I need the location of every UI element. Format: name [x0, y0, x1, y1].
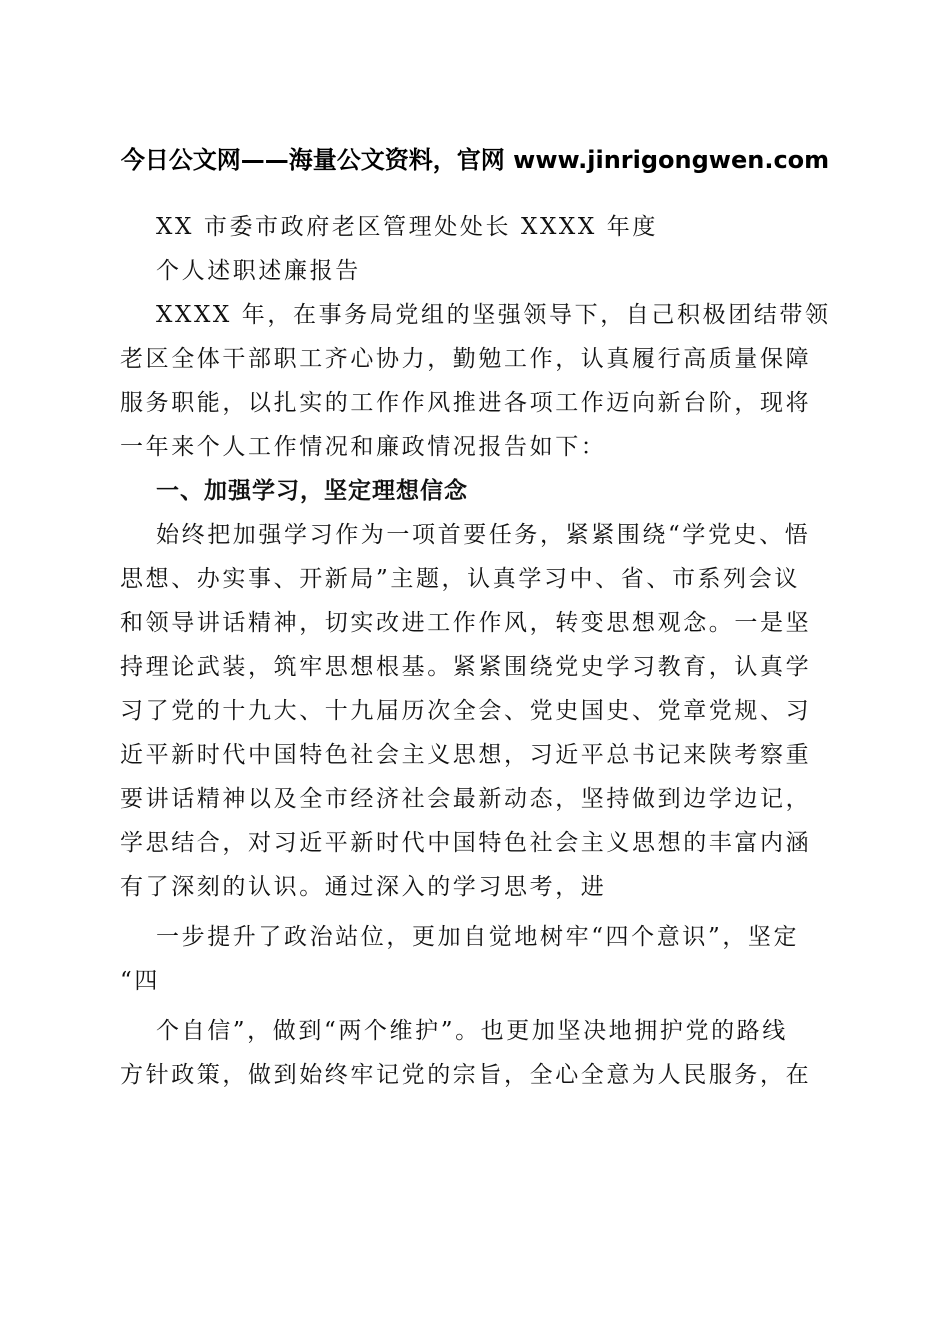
section-1-line: 习了党的十九大、十九届历次全会、党史国史、党章党规、习: [120, 698, 812, 724]
section-1-line: 和领导讲话精神，切实改进工作作风，转变思想观念。一是坚: [120, 610, 812, 636]
document-title-line-1: XX 市委市政府老区管理处处长 XXXX 年度: [156, 214, 658, 240]
section-1-line: 思想、办实事、开新局”主题，认真学习中、省、市系列会议: [120, 566, 800, 592]
intro-line: 服务职能，以扎实的工作作风推进各项工作迈向新台阶，现将: [120, 390, 812, 416]
section-1-heading: 一、加强学习，坚定理想信念: [156, 478, 468, 504]
section-1-line: 学思结合，对习近平新时代中国特色社会主义思想的丰富内涵: [120, 830, 812, 856]
intro-line: 老区全体干部职工齐心协力，勤勉工作，认真履行高质量保障: [120, 346, 812, 372]
continuation-line: 一步提升了政治站位，更加自觉地树牢“四个意识”，坚定: [156, 924, 800, 950]
continuation-line: “四: [120, 968, 160, 994]
document-body: [120, 205, 831, 1097]
intro-line: XXXX 年，在事务局党组的坚强领导下，自己积极团结带领: [156, 302, 831, 328]
section-1-line: 持理论武装，筑牢思想根基。紧紧围绕党史学习教育，认真学: [120, 654, 812, 680]
intro-paragraph: [120, 293, 831, 469]
intro-line: 一年来个人工作情况和廉政情况报告如下：: [120, 434, 607, 460]
section-1-line: 近平新时代中国特色社会主义思想，习近平总书记来陕考察重: [120, 742, 812, 768]
section-1-line: 要讲话精神以及全市经济社会最新动态，坚持做到边学边记，: [120, 786, 812, 812]
section-1-line: 有了深刻的认识。通过深入的学习思考，进: [120, 874, 607, 900]
continuation-line: 方针政策，做到始终牢记党的宗旨，全心全意为人民服务，在: [120, 1062, 812, 1088]
document-title-line-2: 个人述职述廉报告: [156, 258, 361, 284]
continuation-paragraph-1: [120, 915, 828, 1003]
continuation-paragraph-2: [120, 1009, 828, 1097]
continuation-line: 个自信”，做到“两个维护”。也更加坚决地拥护党的路线: [156, 1018, 788, 1044]
section-1-line: 始终把加强学习作为一项首要任务，紧紧围绕“学党史、悟: [156, 522, 811, 548]
site-header-banner: 今日公文网——海量公文资料，官网 www.jinrigongwen.com: [120, 146, 830, 174]
section-1-paragraph: [120, 513, 828, 909]
